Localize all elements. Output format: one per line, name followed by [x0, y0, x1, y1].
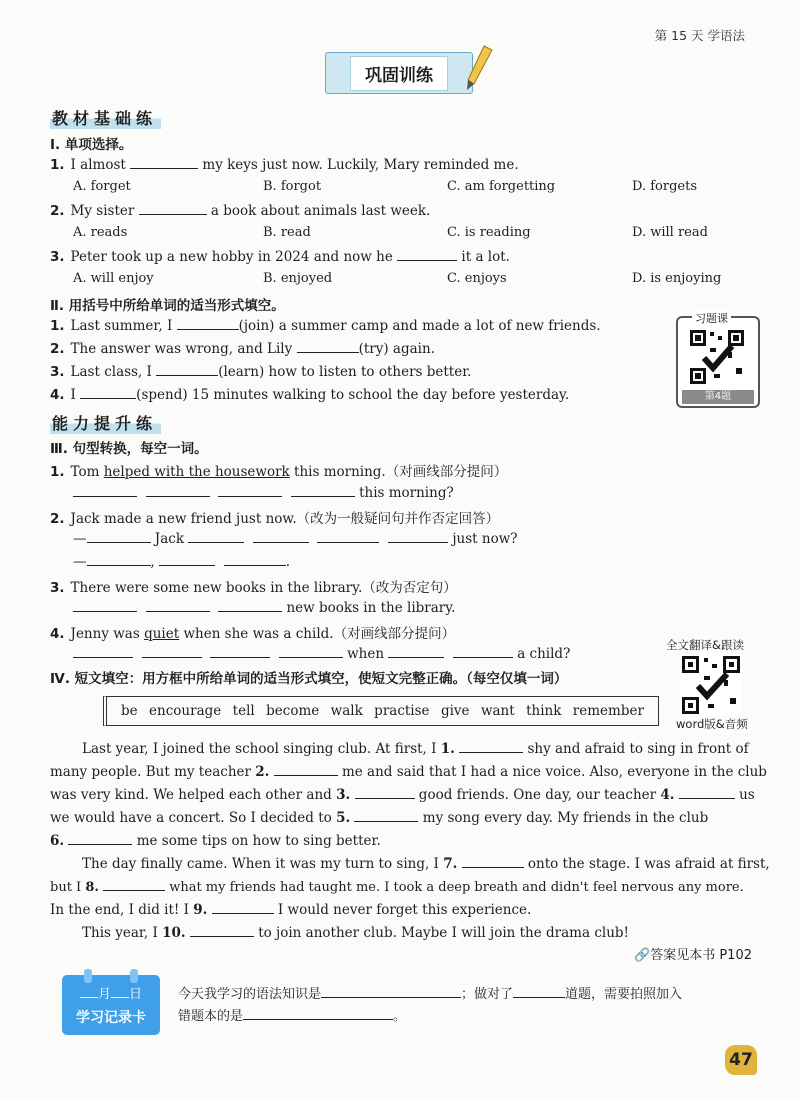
- option-c[interactable]: C. am forgetting: [447, 179, 556, 194]
- option-b[interactable]: B. enjoyed: [263, 271, 333, 286]
- word-bank-item: tell: [232, 703, 255, 719]
- part3-q4-answer-line: when a child?: [73, 645, 570, 662]
- part1-question-1: 1. I almost my keys just now. Luckily, Mary reminded me.: [50, 157, 519, 173]
- record-label: 学习记录卡: [76, 1010, 146, 1026]
- word-bank-item: walk: [330, 703, 363, 719]
- part2-question-1: 1. Last summer, I (join) a summer camp and made a lot of new friends.: [50, 318, 601, 334]
- qr2-top-label: 全文翻译&跟读: [666, 638, 744, 652]
- record-date: 月 日: [62, 983, 160, 1002]
- word-bank-item: be: [121, 703, 138, 719]
- part3-question-2: 2. Jack made a new friend just now.（改为一般疑问句并作否定回答）: [50, 511, 500, 527]
- page-number: 47: [725, 1045, 757, 1075]
- qr-code-icon[interactable]: [680, 654, 742, 716]
- qr-card-exercise[interactable]: [676, 312, 760, 408]
- passage-line-4: we would have a concert. So I decided to 5. my song every day. My friends in the club: [50, 810, 709, 826]
- part1-question-2: 2. My sister a book about animals last week.: [50, 203, 431, 219]
- answer-blank[interactable]: [80, 386, 136, 399]
- qr-code-icon: [688, 328, 746, 386]
- page-title-text: 巩固训练: [350, 56, 448, 91]
- passage-line-3: was very kind. We helped each other and 3. good friends. One day, our teacher 4. us: [50, 787, 755, 803]
- section-advanced-title: 能力提升练: [50, 411, 161, 434]
- word-bank-item: practise: [374, 703, 430, 719]
- passage-line-6: The day finally came. When it was my turn to sing, I 7. onto the stage. I was afraid at first,: [82, 856, 770, 872]
- part3-question-1: 1. Tom helped with the housework this morning.（对画线部分提问）: [50, 464, 508, 480]
- link-icon: 🔗: [634, 948, 651, 963]
- page-title: [325, 52, 473, 94]
- part2-question-3: 3. Last class, I (learn) how to listen to others better.: [50, 364, 472, 380]
- option-d[interactable]: D. forgets: [632, 179, 697, 194]
- part3-q2-answer-line-1: — Jack just now?: [73, 531, 518, 547]
- word-bank-box: [103, 696, 659, 726]
- part3-question-3: 3. There were some new books in the library.（改为否定句）: [50, 580, 457, 596]
- qr2-bottom-label: word版&音频: [676, 717, 748, 731]
- option-a[interactable]: A. reads: [73, 225, 128, 240]
- record-line-2: 错题本的是 。: [178, 1009, 407, 1024]
- option-a[interactable]: A. forget: [73, 179, 131, 194]
- part3-q3-answer-line: new books in the library.: [73, 599, 455, 616]
- part3-question-4: 4. Jenny was quiet when she was a child.（对画线部分提问）: [50, 626, 456, 642]
- passage-line-5: 6. me some tips on how to sing better.: [50, 833, 381, 849]
- study-record-card: [62, 975, 160, 1035]
- page-header: 第 15 天 学语法: [654, 28, 745, 43]
- part2-question-4: 4. I (spend) 15 minutes walking to school the day before yesterday.: [50, 387, 570, 403]
- record-line-1: 今天我学习的语法知识是 ；做对了 道题，需要拍照加入: [178, 987, 683, 1002]
- part3-q2-answer-line-2: — , .: [73, 554, 290, 570]
- pencil-icon: [464, 44, 494, 92]
- word-bank-item: give: [440, 703, 470, 719]
- passage-line-7: but I 8. what my friends had taught me. I took a deep breath and didn't feel nervous any more.: [50, 880, 744, 895]
- part2-title: Ⅱ. 用括号中所给单词的适当形式填空。: [50, 298, 285, 314]
- option-d[interactable]: D. will read: [632, 225, 708, 240]
- option-b[interactable]: B. read: [263, 225, 311, 240]
- word-bank-item: want: [480, 703, 515, 719]
- option-b[interactable]: B. forgot: [263, 179, 322, 194]
- answer-blank[interactable]: [297, 340, 359, 353]
- passage-line-8: In the end, I did it! I 9. I would never forget this experience.: [50, 902, 532, 918]
- part3-q1-answer-line: this morning?: [73, 484, 454, 501]
- word-bank-item: encourage: [149, 703, 222, 719]
- word-bank-item: become: [266, 703, 320, 719]
- passage-line-1: Last year, I joined the school singing club. At first, I 1. shy and afraid to sing in front of: [82, 741, 749, 757]
- option-d[interactable]: D. is enjoying: [632, 271, 722, 286]
- qr-bottom-label: 第4题: [682, 390, 754, 404]
- answer-blank[interactable]: [156, 363, 218, 376]
- part4-title: Ⅳ. 短文填空：用方框中所给单词的适当形式填空，使短文完整正确。（每空仅填一词）: [50, 671, 568, 687]
- passage-line-2: many people. But my teacher 2. me and said that I had a nice voice. Also, everyone in the club: [50, 764, 767, 780]
- answer-reference: 🔗答案见本书 P102: [634, 948, 752, 963]
- part3-title: Ⅲ. 句型转换，每空一词。: [50, 441, 208, 457]
- word-bank-item: think: [526, 703, 562, 719]
- section-basic-title: 教材基础练: [50, 106, 161, 129]
- part1-question-3: 3. Peter took up a new hobby in 2024 and now he it a lot.: [50, 249, 510, 265]
- option-a[interactable]: A. will enjoy: [73, 271, 154, 286]
- part1-title: Ⅰ. 单项选择。: [50, 137, 133, 153]
- answer-blank[interactable]: [130, 156, 198, 169]
- part2-question-2: 2. The answer was wrong, and Lily (try) again.: [50, 341, 435, 357]
- answer-blank[interactable]: [177, 317, 239, 330]
- answer-blank[interactable]: [397, 248, 457, 261]
- word-bank-item: remember: [572, 703, 644, 719]
- option-c[interactable]: C. is reading: [447, 225, 531, 240]
- option-c[interactable]: C. enjoys: [447, 271, 507, 286]
- passage-line-9: This year, I 10. to join another club. Maybe I will join the drama club!: [82, 925, 629, 941]
- answer-blank[interactable]: [139, 202, 207, 215]
- qr-top-label: 习题课: [692, 310, 731, 326]
